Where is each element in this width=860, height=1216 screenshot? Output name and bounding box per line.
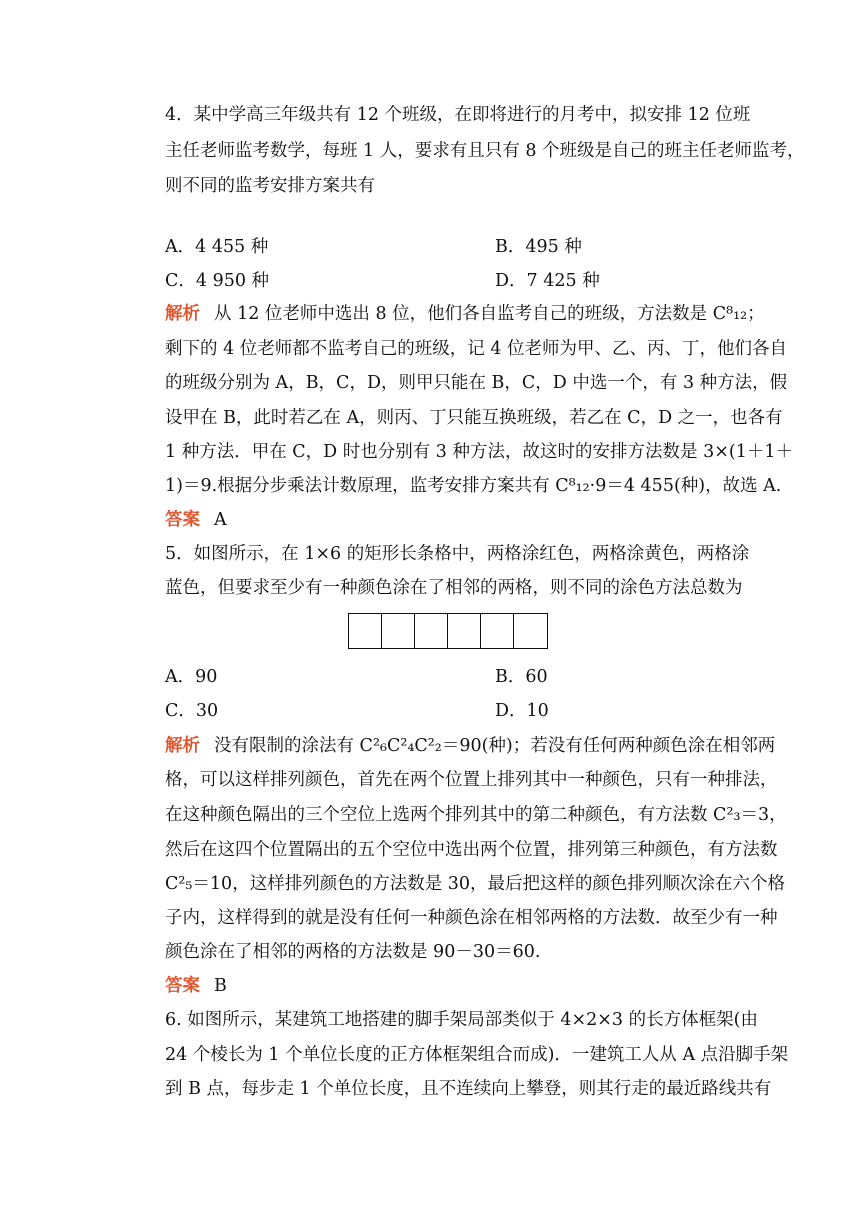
q4-analysis-line-2: 剩下的 4 位老师都不监考自己的班级，记 4 位老师为甲、乙、丙、丁，他们各自 [165,339,788,359]
q4-stem-line-3: 则不同的监考安排方案共有 [165,176,375,196]
q5-option-a: A．90 [165,667,218,687]
q5-stem-line-2: 蓝色，但要求至少有一种颜色涂在了相邻的两格，则不同的涂色方法总数为 [165,578,743,598]
grid-cell [382,614,415,648]
q6-stem-line-2: 24 个棱长为 1 个单位长度的正方体框架组合而成)．一建筑工人从 A 点沿脚手架 [165,1045,789,1065]
q6-stem-line-3: 到 B 点，每步走 1 个单位长度，且不连续向上攀登，则其行走的最近路线共有 [165,1079,772,1099]
grid-cell [415,614,448,648]
q5-analysis-line-3: 在这种颜色隔出的三个空位上选两个排列其中的第二种颜色，有方法数 C²₃＝3， [165,805,787,825]
q5-analysis-line-7: 颜色涂在了相邻的两格的方法数是 90－30＝60. [165,942,541,962]
q5-answer-label: 答案 [165,976,200,996]
q4-analysis-line-3: 的班级分别为 A，B，C，D，则甲只能在 B，C，D 中选一个，有 3 种方法，假 [165,373,788,393]
q5-answer-value: B [214,976,227,996]
q4-option-b: B．495 种 [495,237,582,257]
grid-cell [448,614,481,648]
q4-analysis-text-1: 从 12 位老师中选出 8 位，他们各自监考自己的班级，方法数是 C⁸₁₂； [214,304,765,324]
grid-cell [349,614,382,648]
q4-answer-label: 答案 [165,510,200,530]
q5-option-c: C．30 [165,701,219,721]
q5-option-d: D．10 [495,701,549,721]
q5-analysis-line-4: 然后在这四个位置隔出的五个空位中选出两个位置，排列第三种颜色，有方法数 [165,840,778,860]
q5-analysis-line-5: C²₅＝10，这样排列颜色的方法数是 30，最后把这样的颜色排列顺次涂在六个格 [165,874,786,894]
q5-analysis-line-2: 格，可以这样排列颜色，首先在两个位置上排列其中一种颜色，只有一种排法， [165,770,778,790]
q6-stem-line-1: 6. 如图所示，某建筑工地搭建的脚手架局部类似于 4×2×3 的长方体框架(由 [165,1010,758,1030]
q4-option-a: A．4 455 种 [165,237,269,257]
q5-stem-line-1: 5．如图所示，在 1×6 的矩形长条格中，两格涂红色，两格涂黄色，两格涂 [165,544,750,564]
q4-analysis-line-5: 1 种方法．甲在 C，D 时也分别有 3 种方法，故这时的安排方法数是 3×(1＋1＋ [165,442,793,462]
q4-answer-value: A [214,510,227,530]
q4-option-c: C．4 950 种 [165,271,270,291]
q4-analysis-label: 解析 [165,304,200,324]
q5-analysis-line-1 [165,734,776,758]
q4-stem-line-1: 4．某中学高三年级共有 12 个班级，在即将进行的月考中，拟安排 12 位班 [165,105,751,125]
q4-answer [165,508,745,532]
q4-analysis-line-6: 1)＝9.根据分步乘法计数原理，监考安排方案共有 C⁸₁₂·9＝4 455(种)，故选 A. [165,476,782,496]
q5-analysis-line-6: 子内，这样得到的就是没有任何一种颜色涂在相邻两格的方法数．故至少有一种 [165,908,778,928]
q5-analysis-text-1: 没有限制的涂法有 C²₆C²₄C²₂＝90(种)；若没有任何两种颜色涂在相邻两 [214,736,776,756]
q4-analysis-line-1 [165,302,765,326]
q5-answer [165,974,745,998]
q5-analysis-label: 解析 [165,736,200,756]
q4-option-d: D．7 425 种 [495,271,600,291]
q5-1x6-grid-figure [348,613,548,649]
q5-option-b: B．60 [495,667,548,687]
grid-cell [514,614,547,648]
q4-analysis-line-4: 设甲在 B，此时若乙在 A，则丙、丁只能互换班级，若乙在 C，D 之一，也各有 [165,408,783,428]
q4-stem-line-2: 主任老师监考数学，每班 1 人，要求有且只有 8 个班级是自己的班主任老师监考， [165,141,805,161]
grid-cell [481,614,514,648]
